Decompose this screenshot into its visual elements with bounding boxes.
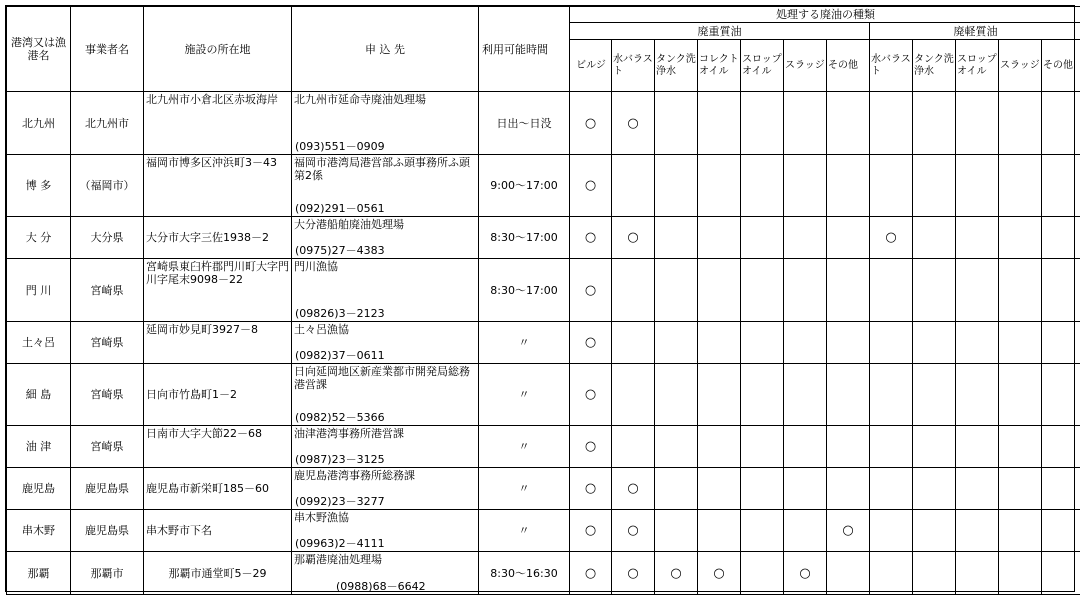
- oil-type-cell: [655, 426, 698, 468]
- oil-type-cell: [999, 217, 1042, 259]
- operator-cell: 鹿児島県: [71, 510, 144, 552]
- oil-type-cell: [827, 259, 870, 322]
- oil-type-cell: [741, 322, 784, 364]
- oil-type-cell: [698, 426, 741, 468]
- applicant-name: 鹿児島港湾事務所総務課: [294, 469, 415, 482]
- oil-type-cell: [827, 510, 870, 552]
- oil-type-cell: [870, 510, 913, 552]
- oil-type-cell: [870, 552, 913, 595]
- oil-type-cell: [698, 217, 741, 259]
- accepted-mark: ○: [584, 282, 597, 298]
- hours-cell: 8:30～17:00: [479, 217, 570, 259]
- oil-type-cell: [741, 217, 784, 259]
- oil-type-cell: [827, 217, 870, 259]
- header-types-title: 処理する廃油の種類: [570, 7, 1080, 23]
- table-row: [7, 468, 1080, 510]
- location-cell: 宮崎県東臼杵郡門川町大字門川字尾末9098－22: [144, 259, 292, 322]
- oil-type-cell: [570, 259, 612, 322]
- oil-type-cell: [956, 155, 999, 217]
- operator-cell: 那覇市: [71, 552, 144, 595]
- header-heavy-type: スロップオイル: [741, 40, 784, 92]
- oil-type-cell: [655, 364, 698, 426]
- oil-type-cell: [827, 155, 870, 217]
- hours-cell: 〃: [479, 364, 570, 426]
- applicant-phone: (09963)2－4111: [295, 537, 385, 550]
- oil-type-cell: [698, 92, 741, 155]
- applicant-cell: [292, 426, 479, 468]
- oil-type-cell: [956, 510, 999, 552]
- oil-type-cell: [741, 92, 784, 155]
- oil-type-cell: [999, 468, 1042, 510]
- oil-type-cell: [913, 92, 956, 155]
- oil-type-cell: [655, 92, 698, 155]
- oil-type-cell: [784, 364, 827, 426]
- header-heavy-type: コレクトオイル: [698, 40, 741, 92]
- location-cell: 鹿児島市新栄町185－60: [144, 468, 292, 510]
- oil-type-cell: [570, 92, 612, 155]
- oil-type-cell: [1042, 510, 1080, 552]
- applicant-phone: (0992)23－3277: [295, 495, 385, 508]
- waste-oil-facility-table: [6, 6, 1080, 595]
- accepted-mark: ○: [713, 565, 725, 581]
- applicant-name: 日向延岡地区新産業都市開発局総務港営課: [294, 365, 470, 391]
- oil-type-cell: [913, 468, 956, 510]
- accepted-mark: ○: [584, 565, 597, 581]
- header-heavy-type: ビルジ: [570, 40, 612, 92]
- header-light-type: 水バラスト: [870, 40, 913, 92]
- table-row: [7, 364, 1080, 426]
- operator-cell: （福岡市）: [71, 155, 144, 217]
- accepted-mark: ○: [584, 481, 597, 496]
- location-cell: 北九州市小倉北区赤坂海岸: [144, 92, 292, 155]
- operator-cell: 宮崎県: [71, 364, 144, 426]
- applicant-name: 油津港湾事務所港営課: [294, 427, 404, 440]
- accepted-mark: ○: [627, 523, 639, 538]
- oil-type-cell: [999, 510, 1042, 552]
- oil-type-cell: [698, 322, 741, 364]
- oil-type-cell: [870, 155, 913, 217]
- operator-cell: 宮崎県: [71, 322, 144, 364]
- oil-type-cell: [956, 259, 999, 322]
- oil-type-cell: [827, 364, 870, 426]
- applicant-name: 串木野漁協: [294, 511, 349, 524]
- location-cell: 大分市大字三佐1938－2: [144, 217, 292, 259]
- oil-type-cell: [956, 364, 999, 426]
- applicant-cell: [292, 510, 479, 552]
- header-heavy-type: 水バラスト: [612, 40, 655, 92]
- oil-type-cell: [1042, 259, 1080, 322]
- oil-type-cell: [1042, 552, 1080, 595]
- table-row: [7, 510, 1080, 552]
- oil-type-cell: [741, 552, 784, 595]
- oil-type-cell: [655, 322, 698, 364]
- applicant-phone: (0975)27－4383: [295, 244, 385, 257]
- header-light-type: スロップオイル: [956, 40, 999, 92]
- location-cell: 那覇市通堂町5－29: [144, 552, 292, 595]
- oil-type-cell: [956, 552, 999, 595]
- oil-type-cell: [870, 259, 913, 322]
- oil-type-cell: [870, 322, 913, 364]
- hours-cell: 8:30～17:00: [479, 259, 570, 322]
- oil-type-cell: [999, 259, 1042, 322]
- oil-type-cell: [1042, 364, 1080, 426]
- oil-type-cell: [655, 510, 698, 552]
- applicant-cell: [292, 92, 479, 155]
- table-row: [7, 217, 1080, 259]
- oil-type-cell: [570, 468, 612, 510]
- oil-type-cell: [913, 510, 956, 552]
- oil-type-cell: [741, 155, 784, 217]
- hours-cell: 9:00～17:00: [479, 155, 570, 217]
- hours-cell: 〃: [479, 468, 570, 510]
- header-light-oil: 廃軽質油: [870, 23, 1080, 40]
- oil-type-cell: [870, 468, 913, 510]
- oil-type-cell: [913, 217, 956, 259]
- accepted-mark: ○: [584, 523, 597, 538]
- oil-type-cell: [870, 217, 913, 259]
- oil-type-cell: [655, 155, 698, 217]
- oil-type-cell: [1042, 155, 1080, 217]
- oil-type-cell: [612, 426, 655, 468]
- table-row: [7, 426, 1080, 468]
- accepted-mark: ○: [842, 523, 854, 538]
- oil-type-cell: [870, 426, 913, 468]
- location-cell: 日南市大字大節22－68: [144, 426, 292, 468]
- operator-cell: 北九州市: [71, 92, 144, 155]
- oil-type-cell: [999, 322, 1042, 364]
- accepted-mark: ○: [627, 230, 639, 245]
- oil-type-cell: [784, 259, 827, 322]
- oil-type-cell: [612, 155, 655, 217]
- header-heavy-oil: 廃重質油: [570, 23, 870, 40]
- accepted-mark: ○: [584, 387, 597, 402]
- location-cell: 延岡市妙見町3927－8: [144, 322, 292, 364]
- hours-cell: 〃: [479, 510, 570, 552]
- oil-type-cell: [784, 322, 827, 364]
- accepted-mark: ○: [885, 230, 897, 245]
- oil-type-cell: [956, 426, 999, 468]
- oil-type-cell: [612, 552, 655, 595]
- location-cell: 串木野市下名: [144, 510, 292, 552]
- table-row: [7, 155, 1080, 217]
- applicant-cell: [292, 155, 479, 217]
- port-cell: 大 分: [7, 217, 71, 259]
- oil-type-cell: [741, 364, 784, 426]
- hours-cell: 8:30～16:30: [479, 552, 570, 595]
- applicant-name: 土々呂漁協: [294, 323, 349, 336]
- oil-type-cell: [698, 259, 741, 322]
- oil-type-cell: [827, 92, 870, 155]
- oil-type-cell: [956, 92, 999, 155]
- applicant-phone: (0982)52－5366: [295, 411, 385, 424]
- oil-type-cell: [612, 510, 655, 552]
- table-header: [7, 7, 1080, 92]
- header-light-type: スラッジ: [999, 40, 1042, 92]
- applicant-phone: (092)291－0561: [295, 202, 385, 215]
- oil-type-cell: [999, 426, 1042, 468]
- accepted-mark: ○: [799, 565, 811, 581]
- oil-type-cell: [999, 92, 1042, 155]
- header-applicant: 申 込 先: [292, 7, 479, 92]
- header-port: 港湾又は漁港名: [7, 7, 71, 92]
- applicant-name: 北九州市延命寺廃油処理場: [294, 93, 426, 106]
- header-heavy-type: タンク洗浄水: [655, 40, 698, 92]
- table-row: [7, 92, 1080, 155]
- applicant-name: 門川漁協: [294, 260, 338, 273]
- header-light-type: その他: [1042, 40, 1080, 92]
- oil-type-cell: [570, 155, 612, 217]
- header-heavy-type: その他: [827, 40, 870, 92]
- operator-cell: 宮崎県: [71, 426, 144, 468]
- port-cell: 鹿児島: [7, 468, 71, 510]
- hours-cell: 〃: [479, 322, 570, 364]
- oil-type-cell: [1042, 322, 1080, 364]
- oil-type-cell: [913, 259, 956, 322]
- oil-type-cell: [655, 217, 698, 259]
- oil-type-cell: [784, 468, 827, 510]
- oil-type-cell: [784, 92, 827, 155]
- oil-type-cell: [570, 510, 612, 552]
- oil-type-cell: [612, 217, 655, 259]
- oil-type-cell: [999, 552, 1042, 595]
- oil-type-cell: [741, 510, 784, 552]
- oil-type-cell: [999, 155, 1042, 217]
- applicant-name: 大分港船舶廃油処理場: [294, 218, 404, 231]
- oil-type-cell: [827, 322, 870, 364]
- oil-type-cell: [956, 217, 999, 259]
- header-light-type: タンク洗浄水: [913, 40, 956, 92]
- oil-type-cell: [999, 364, 1042, 426]
- port-cell: 油 津: [7, 426, 71, 468]
- oil-type-cell: [612, 322, 655, 364]
- applicant-cell: [292, 364, 479, 426]
- port-cell: 博 多: [7, 155, 71, 217]
- table-row: [7, 552, 1080, 595]
- accepted-mark: ○: [584, 335, 597, 350]
- applicant-phone: (093)551－0909: [295, 140, 385, 153]
- oil-type-cell: [570, 217, 612, 259]
- port-cell: 細 島: [7, 364, 71, 426]
- oil-type-cell: [698, 468, 741, 510]
- accepted-mark: ○: [584, 230, 597, 245]
- oil-type-cell: [698, 364, 741, 426]
- oil-type-cell: [1042, 426, 1080, 468]
- applicant-phone: (09826)3－2123: [295, 307, 385, 320]
- oil-type-cell: [655, 259, 698, 322]
- accepted-mark: ○: [627, 481, 639, 496]
- oil-type-cell: [570, 364, 612, 426]
- oil-type-cell: [913, 426, 956, 468]
- oil-type-cell: [698, 155, 741, 217]
- applicant-cell: [292, 322, 479, 364]
- applicant-name: 福岡市港湾局港営部ふ頭事務所ふ頭第2係: [294, 156, 470, 182]
- oil-type-cell: [612, 259, 655, 322]
- oil-type-cell: [612, 468, 655, 510]
- header-location: 施設の所在地: [144, 7, 292, 92]
- oil-type-cell: [570, 322, 612, 364]
- oil-type-cell: [741, 426, 784, 468]
- location-cell: 福岡市博多区沖浜町3－43: [144, 155, 292, 217]
- accepted-mark: ○: [627, 565, 639, 581]
- port-cell: 北九州: [7, 92, 71, 155]
- oil-type-cell: [913, 155, 956, 217]
- accepted-mark: ○: [627, 115, 639, 131]
- applicant-phone: (0988)68－6642: [336, 580, 426, 593]
- oil-type-cell: [1042, 92, 1080, 155]
- oil-type-cell: [1042, 217, 1080, 259]
- hours-cell: 日出～日没: [479, 92, 570, 155]
- oil-type-cell: [741, 468, 784, 510]
- oil-type-cell: [870, 364, 913, 426]
- oil-type-cell: [827, 552, 870, 595]
- oil-type-cell: [827, 468, 870, 510]
- hours-cell: 〃: [479, 426, 570, 468]
- header-heavy-type: スラッジ: [784, 40, 827, 92]
- location-cell: 日向市竹島町1－2: [144, 364, 292, 426]
- oil-type-cell: [956, 322, 999, 364]
- port-cell: 門 川: [7, 259, 71, 322]
- oil-type-cell: [784, 510, 827, 552]
- oil-type-cell: [913, 364, 956, 426]
- accepted-mark: ○: [584, 178, 597, 193]
- applicant-name: 那覇港廃油処理場: [294, 553, 382, 566]
- table-row: [7, 259, 1080, 322]
- header-operator: 事業者名: [71, 7, 144, 92]
- table-row: [7, 322, 1080, 364]
- port-cell: 串木野: [7, 510, 71, 552]
- header-hours: 利用可能時間: [479, 7, 570, 92]
- oil-type-cell: [1042, 468, 1080, 510]
- oil-type-cell: [784, 426, 827, 468]
- oil-type-cell: [784, 217, 827, 259]
- operator-cell: 大分県: [71, 217, 144, 259]
- oil-type-cell: [698, 552, 741, 595]
- oil-type-cell: [784, 552, 827, 595]
- applicant-cell: [292, 217, 479, 259]
- oil-type-cell: [698, 510, 741, 552]
- operator-cell: 鹿児島県: [71, 468, 144, 510]
- applicant-cell: [292, 468, 479, 510]
- oil-type-cell: [570, 552, 612, 595]
- applicant-phone: (0987)23－3125: [295, 453, 385, 466]
- oil-type-cell: [784, 155, 827, 217]
- oil-type-cell: [913, 322, 956, 364]
- waste-oil-facility-table-frame: [5, 5, 1075, 592]
- applicant-cell: [292, 259, 479, 322]
- port-cell: 土々呂: [7, 322, 71, 364]
- oil-type-cell: [655, 552, 698, 595]
- oil-type-cell: [612, 364, 655, 426]
- applicant-cell: [292, 552, 479, 595]
- oil-type-cell: [870, 92, 913, 155]
- oil-type-cell: [741, 259, 784, 322]
- table-body: [7, 92, 1080, 595]
- oil-type-cell: [655, 468, 698, 510]
- oil-type-cell: [612, 92, 655, 155]
- port-cell: 那覇: [7, 552, 71, 595]
- accepted-mark: ○: [584, 115, 597, 131]
- applicant-phone: (0982)37－0611: [295, 349, 385, 362]
- accepted-mark: ○: [670, 565, 682, 581]
- oil-type-cell: [913, 552, 956, 595]
- oil-type-cell: [956, 468, 999, 510]
- operator-cell: 宮崎県: [71, 259, 144, 322]
- oil-type-cell: [827, 426, 870, 468]
- accepted-mark: ○: [584, 439, 597, 454]
- oil-type-cell: [570, 426, 612, 468]
